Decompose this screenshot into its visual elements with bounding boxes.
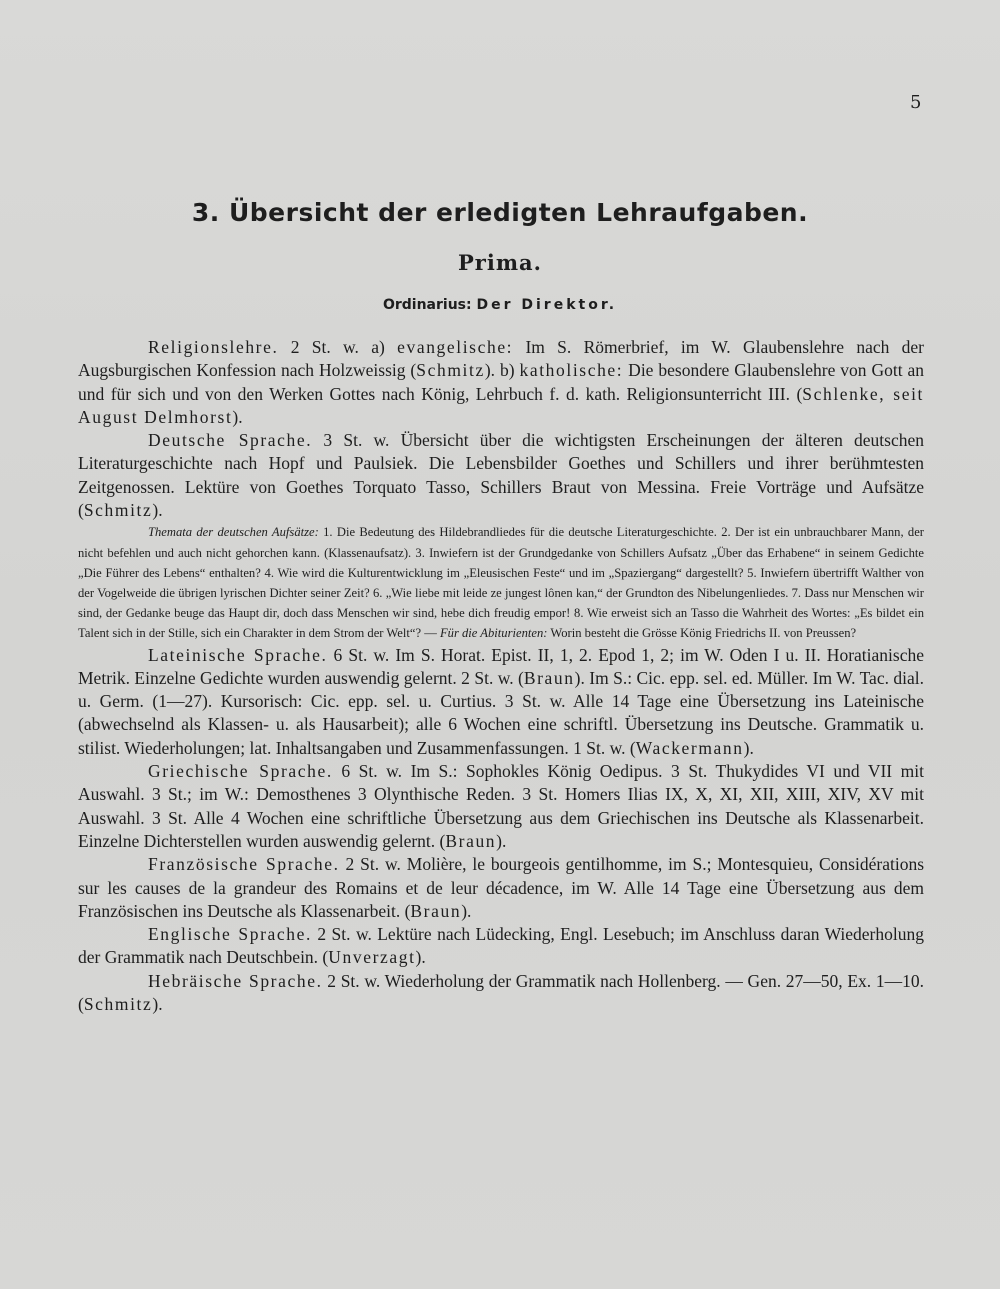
subject-griechisch: Griechische Sprache. (148, 761, 333, 782)
franzoesisch-teacher: Braun (410, 900, 462, 921)
religion-paragraph (78, 336, 924, 429)
englisch-text: 2 St. w. Lektüre nach Lüdecking, Engl. Lesebuch; im Anschluss daran Wiederholung der Grammatik nach Deutschbein. ( (78, 924, 924, 968)
religion-teacher-1: Schmitz (416, 360, 485, 381)
deutsch-paragraph (78, 429, 924, 522)
ordinarius-name: Der Direktor. (476, 297, 618, 313)
class-title: Prima. (458, 250, 542, 275)
section-heading: 3. Übersicht der erledigten Lehraufgaben. (191, 198, 809, 227)
hebraeisch-teacher: Schmitz (83, 994, 153, 1015)
latein-text-1: 6 St. w. Im S. Horat. Epist. II, 1, 2. Epod 1, 2; im W. Oden I u. II. Horatianische Metrik. Einzelne Gedichte wurden auswendig gelernt. 2 St. w. ( (78, 644, 924, 688)
hebraeisch-text: 2 St. w. Wiederholung der Grammatik nach Hollenberg. — Gen. 27—50, Ex. 1—10. ( (78, 970, 924, 1015)
document-body (78, 336, 924, 1016)
religion-text-4: Die besondere Glaubenslehre von Gott an und für sich und von den Werken Gottes nach König, Lehrbuch f. d. kath. Religionsunterricht III. ( (78, 360, 925, 404)
subject-englisch: Englische Sprache. (148, 924, 312, 945)
themata-abi-label: Für die Abiturienten: (439, 626, 548, 641)
themata-text: 1. Die Bedeutung des Hildebrandliedes für die deutsche Literaturgeschichte. 2. Der ist ein unbrauchbarer Mann, der nicht befehlen und auch nicht gehorchen kann. (Klassenaufsatz). 3. Inwiefern ist der Grundgedanke von Schillers Aufsatz „Über das Erhabene“ in seinem Gedichte „Die Führer des Lebens“ enthalten? 4. Wie wird die Kulturentwicklung im „Eleusischen Feste“ und im „Spaziergang“ dargestellt? 5. Inwiefern übertrifft Walther von der Vogelweide die übrigen lyrischen Dichter seiner Zeit? 6. „Wie liebe mit leide ze jungest lônen kan,“ der Grundton des Nibelungenliedes. 7. Dass nur Menschen wir sind, der Gedanke beuge das Haupt dir, doch dass Menschen wir sind, hebe dich freudig empor! 8. Wie erweist sich an Tasso die Wahrheit des Wortes: „Es bildet ein Talent sich in der Stille, sich ein Charakter in dem Strom der Welt“? — (78, 525, 925, 641)
subject-religion: Religionslehre. (148, 337, 279, 357)
franzoesisch-paragraph (78, 853, 924, 923)
themata-abi-text: Worin besteht die Grösse König Friedrichs II. von Preussen? (547, 626, 857, 641)
deutsch-end: ). (152, 500, 163, 521)
englisch-teacher: Unverzagt (328, 947, 416, 968)
deutsch-text: 3 St. w. Übersicht über die wichtigsten Erscheinungen der älteren deutschen Literaturgeschichte nach Hopf und Paulsiek. Die Lebensbilder Goethes und Schillers und ihrer berühmtesten Zeitgenossen. Lektüre von Goethes Torquato Tasso, Schillers Braut von Messina. Freie Vorträge und Aufsätze ( (78, 430, 924, 521)
subject-latein: Lateinische Sprache. (148, 644, 328, 665)
deutsch-teacher: Schmitz (83, 500, 153, 521)
latein-teacher-1: Braun (523, 667, 575, 688)
hebraeisch-paragraph (78, 970, 924, 1017)
englisch-end: ). (415, 947, 426, 968)
page-number: 5 (910, 92, 922, 113)
religion-text-1: 2 St. w. a) (278, 337, 398, 357)
englisch-paragraph (78, 923, 924, 970)
religion-teacher-2: Schlenke, seit August Delmhorst (78, 383, 924, 427)
ordinarius-label: Ordinarius: (382, 297, 472, 313)
themata-label: Themata der deutschen Aufsätze: (148, 525, 319, 540)
subject-hebraeisch: Hebräische Sprache. (148, 970, 323, 991)
latein-teacher-2: Wackermann (635, 737, 744, 758)
griechisch-text: 6 St. w. Im S.: Sophokles König Oedipus. 3 St. Thukydides VI und VII mit Auswahl. 3 St.; im W.: Demosthenes 3 Olynthische Reden. 3 St. Homers Ilias IX, X, XI, XII, XIII, XIV, XV mit Auswahl. 3 St. Alle 4 Wochen eine schriftliche Übersetzung aus dem Griechischen ins Deutsche als Klassenarbeit. Einzelne Dichterstellen wurden auswendig gelernt. ( (78, 761, 924, 851)
themata-paragraph (78, 522, 924, 643)
franzoesisch-text: 2 St. w. Molière, le bourgeois gentilhomme, im S.; Montesquieu, Considérations sur les causes de la grandeur des Romains et de leur décadence, im W. Alle 14 Tage eine Übersetzung aus dem Französischen ins Deutsche als Klassenarbeit. ( (78, 854, 924, 921)
religion-evang: evangelische: (397, 337, 514, 357)
religion-text-2: Im S. Römerbrief, im W. Glaubenslehre nach der Augsburgischen Konfession nach Holzweissig ( (78, 337, 924, 381)
franzoesisch-end: ). (461, 900, 472, 921)
latein-text-2: ). Im S.: Cic. epp. sel. ed. Müller. Im W. Tac. dial. u. Germ. (1—27). Kursorisch: Cic. epp. sel. u. Curtius. 3 St. w. Alle 14 Tage eine Übersetzung ins Lateinische (abwechselnd als Klassen- u. als Hausarbeit); alle 6 Wochen eine schriftl. Übersetzung ins Deutsche. Grammatik u. stilist. Wiederholungen; lat. Inhaltsangaben und Zusammenfassungen. 1 St. w. ( (78, 667, 924, 758)
ordinarius-line (0, 297, 1000, 313)
religion-text-5: ). (232, 406, 243, 427)
subject-franzoesisch: Französische Sprache. (148, 854, 340, 875)
griechisch-teacher: Braun (445, 830, 497, 851)
religion-text-3: ). b) (484, 360, 520, 381)
religion-kath: katholische: (519, 360, 624, 381)
latein-end: ). (743, 737, 754, 758)
griechisch-paragraph (78, 760, 924, 853)
hebraeisch-end: ). (152, 994, 163, 1015)
griechisch-end: ). (496, 830, 507, 851)
latein-paragraph (78, 644, 924, 760)
subject-deutsch: Deutsche Sprache. (148, 430, 313, 451)
